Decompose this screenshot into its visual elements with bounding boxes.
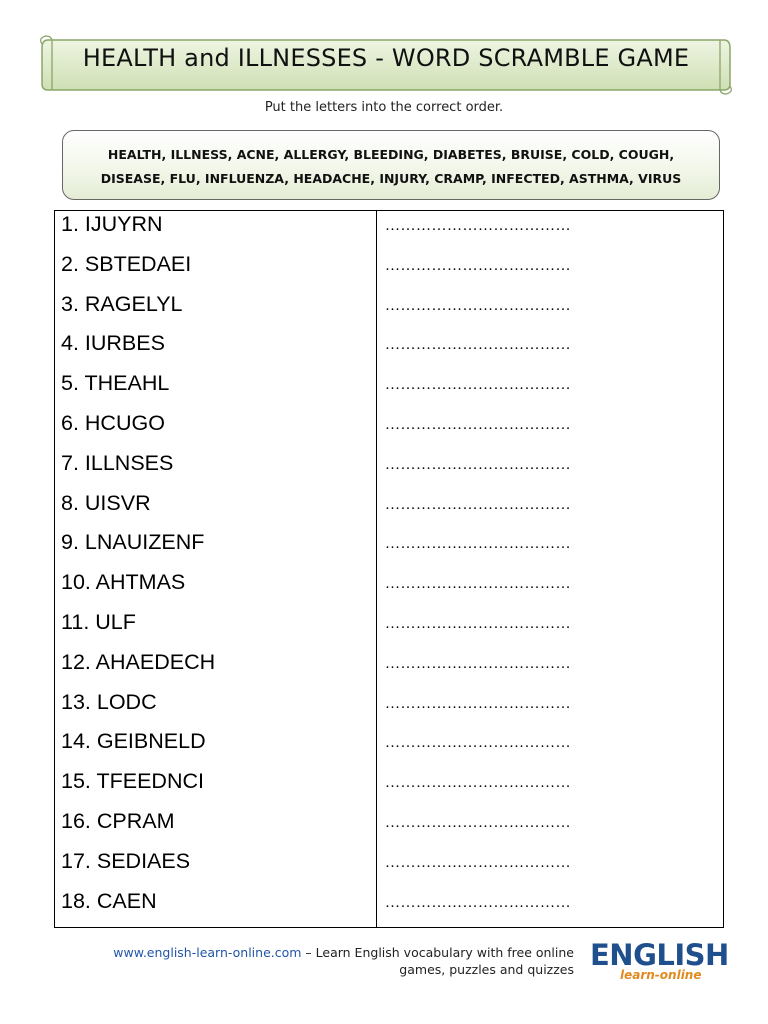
title-banner (40, 34, 732, 96)
footer-text (40, 944, 574, 978)
answer-blank: ……………………………… (385, 377, 571, 394)
answer-blank: ……………………………… (385, 297, 571, 314)
scrambled-word: 13. LODC (61, 689, 157, 714)
scrambled-word: 6. HCUGO (61, 411, 165, 435)
table-row (55, 529, 725, 569)
logo-word-learn-online: learn-online (620, 968, 702, 982)
table-row (55, 649, 725, 689)
answer-blank: ……………………………… (385, 536, 571, 553)
answer-blank: ……………………………… (385, 616, 571, 632)
table-row (55, 808, 725, 848)
table-row (55, 569, 725, 609)
scrambled-word: 12. AHAEDECH (61, 649, 216, 674)
scrambled-word: 10. AHTMAS (61, 570, 186, 595)
scrambled-word: 11. ULF (61, 610, 136, 634)
table-row (55, 450, 725, 490)
table-row (55, 490, 725, 530)
scrambled-word: 18. CAEN (61, 888, 157, 913)
scrambled-word: 3. RAGELYL (61, 291, 183, 316)
table-row (55, 609, 725, 649)
scrambled-word: 17. SEDIAES (61, 848, 191, 873)
scrambled-word: 7. ILLNSES (61, 450, 174, 475)
word-bank-box (62, 130, 720, 200)
footer-tagline: – Learn English vocabulary with free online (301, 945, 574, 960)
table-row (55, 888, 725, 928)
answer-blank: ……………………………… (385, 417, 571, 433)
scrambled-word: 8. UISVR (61, 490, 151, 515)
scrambled-word: 2. SBTEDAEI (61, 251, 192, 276)
scrambled-word: 15. TFEEDNCI (61, 769, 204, 794)
answer-blank: ……………………………… (385, 735, 571, 752)
table-row (55, 291, 725, 331)
table-row (55, 410, 725, 450)
scramble-table (54, 210, 724, 928)
site-link[interactable]: www.english-learn-online.com (113, 945, 302, 960)
footer-line-2: games, puzzles and quizzes (399, 962, 574, 977)
scrambled-word: 9. LNAUIZENF (61, 530, 205, 555)
answer-blank: ……………………………… (385, 576, 571, 593)
answer-blank: ……………………………… (385, 854, 571, 871)
answer-blank: ……………………………… (385, 775, 571, 792)
answer-blank: ……………………………… (385, 496, 571, 513)
scrambled-word: 14. GEIBNELD (61, 729, 206, 754)
answer-blank: ……………………………… (385, 815, 571, 831)
page-title: HEALTH and ILLNESSES - WORD SCRAMBLE GAME (82, 44, 690, 72)
answer-blank: ……………………………… (385, 257, 571, 274)
footer-line-1 (40, 944, 574, 961)
scrambled-word: 1. IJUYRN (61, 212, 163, 236)
answer-blank: ……………………………… (385, 337, 571, 354)
table-row (55, 689, 725, 729)
answer-blank: ……………………………… (385, 695, 571, 712)
table-row (55, 728, 725, 768)
table-row (55, 848, 725, 888)
table-row (55, 370, 725, 410)
table-row (55, 768, 725, 808)
logo-word-english: ENGLISH (590, 938, 729, 972)
answer-blank: ……………………………… (385, 655, 571, 672)
word-bank-line-2: DISEASE, FLU, INFLUENZA, HEADACHE, INJURY, CRAMP, INFECTED, ASTHMA, VIRUS (100, 171, 682, 186)
table-row (55, 211, 725, 251)
instruction-text: Put the letters into the correct order. (264, 100, 504, 115)
answer-blank: ……………………………… (385, 218, 571, 234)
scrambled-word: 4. IURBES (61, 331, 165, 356)
answer-blank: ……………………………… (385, 456, 571, 473)
answer-blank: ……………………………… (385, 894, 571, 911)
table-row (55, 330, 725, 370)
scrambled-word: 16. CPRAM (61, 809, 175, 833)
table-row (55, 251, 725, 291)
scrambled-word: 5. THEAHL (61, 371, 170, 396)
english-learn-online-logo[interactable] (590, 938, 729, 988)
word-bank-line-1: HEALTH, ILLNESS, ACNE, ALLERGY, BLEEDING, DIABETES, BRUISE, COLD, COUGH, (107, 147, 675, 162)
